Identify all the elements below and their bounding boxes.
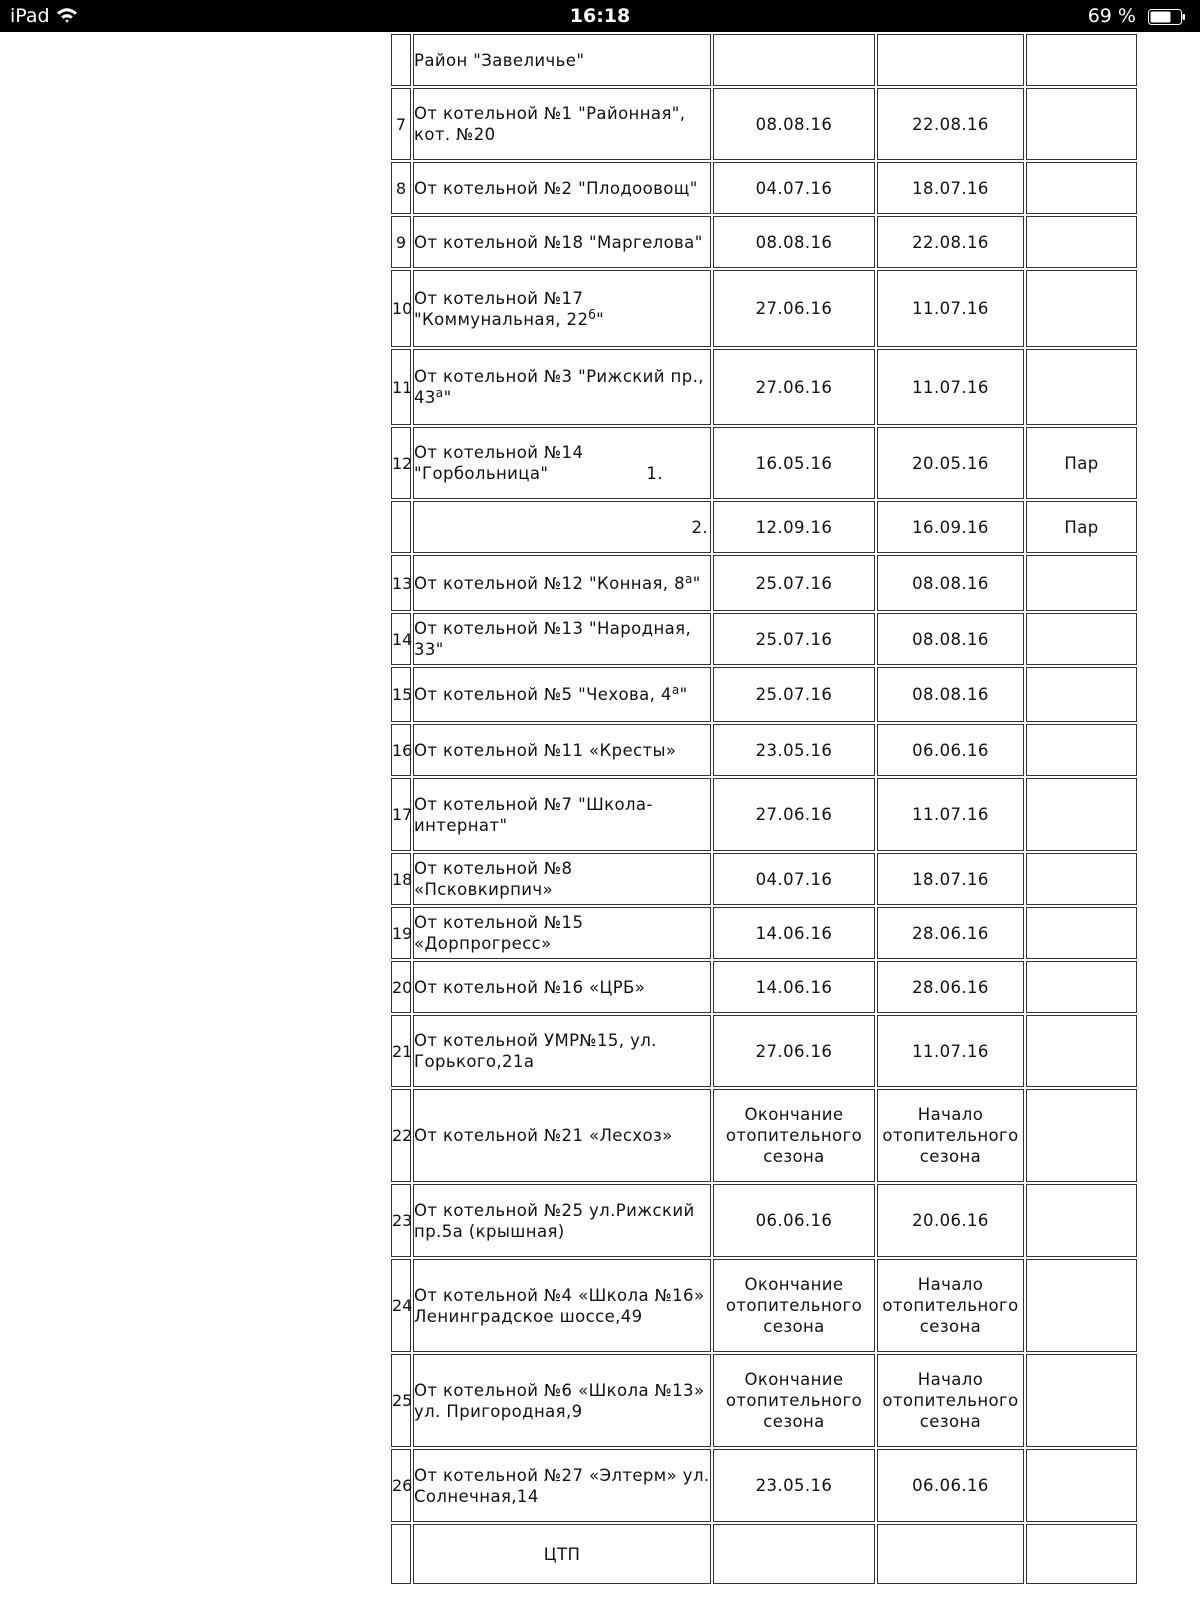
row-number: 26 bbox=[391, 1449, 411, 1522]
boiler-name-suffix: " bbox=[679, 685, 688, 704]
startup-date: 20.06.16 bbox=[877, 1184, 1024, 1257]
ctp-section-label: ЦТП bbox=[413, 1524, 711, 1584]
battery-percentage: 69 % bbox=[1087, 5, 1136, 27]
shutdown-date: 23.05.16 bbox=[713, 1449, 875, 1522]
boiler-name-suffix: " bbox=[692, 573, 701, 593]
row-number: 25 bbox=[391, 1354, 411, 1447]
table-row bbox=[391, 501, 1137, 553]
note-cell bbox=[1026, 34, 1137, 86]
row-number: 23 bbox=[391, 1184, 411, 1257]
table-row bbox=[391, 1015, 1137, 1087]
note-cell bbox=[1026, 907, 1137, 959]
shutdown-date: 27.06.16 bbox=[713, 778, 875, 851]
shutdown-date: 04.07.16 bbox=[713, 853, 875, 905]
table-row bbox=[391, 1089, 1137, 1182]
row-number: 22 bbox=[391, 1089, 411, 1182]
table-row bbox=[391, 88, 1137, 160]
table-row bbox=[391, 216, 1137, 268]
shutdown-date bbox=[713, 34, 875, 86]
note-cell bbox=[1026, 1524, 1137, 1584]
table-row bbox=[391, 1354, 1137, 1447]
shutdown-date: 23.05.16 bbox=[713, 724, 875, 776]
startup-date: 28.06.16 bbox=[877, 961, 1024, 1013]
note-cell bbox=[1026, 613, 1137, 665]
boiler-name: От котельной №1 "Районная", кот. №20 bbox=[413, 88, 711, 160]
note-cell bbox=[1026, 216, 1137, 268]
shutdown-date: 25.07.16 bbox=[713, 667, 875, 722]
table-row bbox=[391, 907, 1137, 959]
row-number: 15 bbox=[391, 667, 411, 722]
startup-date: 08.08.16 bbox=[877, 555, 1024, 611]
note-cell bbox=[1026, 1184, 1137, 1257]
superscript-letter: б bbox=[588, 307, 597, 322]
startup-date: 11.07.16 bbox=[877, 1015, 1024, 1087]
shutdown-date: 04.07.16 bbox=[713, 162, 875, 214]
startup-date: 08.08.16 bbox=[877, 667, 1024, 722]
startup-date bbox=[877, 34, 1024, 86]
note-cell bbox=[1026, 1015, 1137, 1087]
heating-shutdown-schedule-table bbox=[389, 32, 1139, 1586]
section-header: Район "Завеличье" bbox=[413, 34, 711, 86]
boiler-name-line2: "Горбольница" bbox=[414, 464, 549, 483]
startup-date: 06.06.16 bbox=[877, 724, 1024, 776]
note-cell bbox=[1026, 270, 1137, 347]
superscript-letter: а bbox=[435, 386, 444, 400]
row-number: 21 bbox=[391, 1015, 411, 1087]
boiler-name-text: От котельной №3 "Рижский пр., 43 bbox=[414, 367, 704, 407]
status-bar bbox=[0, 0, 1200, 32]
table-row bbox=[391, 724, 1137, 776]
status-time: 16:18 bbox=[569, 5, 631, 27]
shutdown-date: 25.07.16 bbox=[713, 613, 875, 665]
shutdown-date: 14.06.16 bbox=[713, 961, 875, 1013]
table-row bbox=[391, 853, 1137, 905]
shutdown-date: 12.09.16 bbox=[713, 501, 875, 553]
row-number: 16 bbox=[391, 724, 411, 776]
row-number: 24 bbox=[391, 1259, 411, 1352]
startup-date: 20.05.16 bbox=[877, 427, 1024, 499]
startup-date: Начало отопительного сезона bbox=[877, 1354, 1024, 1447]
row-number: 20 bbox=[391, 961, 411, 1013]
shutdown-date: Окончание отопительного сезона bbox=[713, 1354, 875, 1447]
table-row bbox=[391, 555, 1137, 611]
boiler-name: От котельной №7 "Школа-интернат" bbox=[413, 778, 711, 851]
row-number: 7 bbox=[391, 88, 411, 160]
boiler-name: От котельной №16 «ЦРБ» bbox=[413, 961, 711, 1013]
shutdown-date: 27.06.16 bbox=[713, 1015, 875, 1087]
table-row bbox=[391, 778, 1137, 851]
table-row bbox=[391, 1184, 1137, 1257]
row-number: 18 bbox=[391, 853, 411, 905]
table-row bbox=[391, 1449, 1137, 1522]
startup-date: 22.08.16 bbox=[877, 216, 1024, 268]
shutdown-date: 27.06.16 bbox=[713, 270, 875, 347]
row-number bbox=[391, 501, 411, 553]
note-cell bbox=[1026, 1089, 1137, 1182]
note-cell bbox=[1026, 724, 1137, 776]
device-name: iPad bbox=[10, 5, 50, 27]
boiler-name bbox=[413, 349, 711, 425]
shutdown-date: 08.08.16 bbox=[713, 216, 875, 268]
boiler-name: От котельной №8 «Псковкирпич» bbox=[413, 853, 711, 905]
row-number bbox=[391, 34, 411, 86]
row-number: 19 bbox=[391, 907, 411, 959]
battery-icon bbox=[1148, 9, 1186, 25]
table-row bbox=[391, 1259, 1137, 1352]
boiler-name-text: От котельной №5 "Чехова, 4 bbox=[414, 685, 672, 704]
superscript-letter: а bbox=[685, 571, 693, 586]
startup-date: 28.06.16 bbox=[877, 907, 1024, 959]
shutdown-date: Окончание отопительного сезона bbox=[713, 1089, 875, 1182]
boiler-name-text: От котельной №17 "Коммунальная, 22 bbox=[414, 288, 589, 329]
note-cell bbox=[1026, 1354, 1137, 1447]
boiler-name: От котельной №18 "Маргелова" bbox=[413, 216, 711, 268]
boiler-name: От котельной УМР№15, ул. Горького,21а bbox=[413, 1015, 711, 1087]
boiler-name bbox=[413, 427, 711, 499]
period-index: 1. bbox=[646, 464, 663, 483]
table-row bbox=[391, 349, 1137, 425]
boiler-name: От котельной №13 "Народная, 33" bbox=[413, 613, 711, 665]
table-row bbox=[391, 961, 1137, 1013]
startup-date: 22.08.16 bbox=[877, 88, 1024, 160]
shutdown-date bbox=[713, 1524, 875, 1584]
row-number: 11 bbox=[391, 349, 411, 425]
boiler-name: От котельной №15 «Дорпрогресс» bbox=[413, 907, 711, 959]
startup-date: 11.07.16 bbox=[877, 349, 1024, 425]
startup-date: Начало отопительного сезона bbox=[877, 1259, 1024, 1352]
row-number: 10 bbox=[391, 270, 411, 347]
shutdown-date: 14.06.16 bbox=[713, 907, 875, 959]
note-cell bbox=[1026, 1259, 1137, 1352]
row-number: 12 bbox=[391, 427, 411, 499]
shutdown-date: Окончание отопительного сезона bbox=[713, 1259, 875, 1352]
boiler-name-suffix: " bbox=[596, 309, 605, 329]
boiler-name bbox=[413, 555, 711, 611]
row-number: 9 bbox=[391, 216, 411, 268]
boiler-name-line1: От котельной №14 bbox=[414, 443, 584, 462]
period-index: 2. bbox=[413, 501, 711, 553]
boiler-name bbox=[413, 270, 711, 347]
boiler-name: От котельной №25 ул.Рижский пр.5а (крышная) bbox=[413, 1184, 711, 1257]
boiler-name: От котельной №4 «Школа №16» Ленинградское шоссе,49 bbox=[413, 1259, 711, 1352]
startup-date: 08.08.16 bbox=[877, 613, 1024, 665]
table-row bbox=[391, 427, 1137, 499]
note-cell bbox=[1026, 88, 1137, 160]
shutdown-date: 06.06.16 bbox=[713, 1184, 875, 1257]
startup-date: 16.09.16 bbox=[877, 501, 1024, 553]
boiler-name-text: От котельной №12 "Конная, 8 bbox=[414, 573, 685, 593]
row-number: 13 bbox=[391, 555, 411, 611]
note-cell bbox=[1026, 778, 1137, 851]
superscript-letter: а bbox=[671, 683, 680, 697]
table-row bbox=[391, 162, 1137, 214]
shutdown-date: 16.05.16 bbox=[713, 427, 875, 499]
shutdown-date: 08.08.16 bbox=[713, 88, 875, 160]
startup-date: 18.07.16 bbox=[877, 162, 1024, 214]
table-row bbox=[391, 667, 1137, 722]
startup-date: 18.07.16 bbox=[877, 853, 1024, 905]
startup-date: 11.07.16 bbox=[877, 270, 1024, 347]
row-number: 14 bbox=[391, 613, 411, 665]
note-cell: Пар bbox=[1026, 501, 1137, 553]
boiler-name: От котельной №6 «Школа №13» ул. Пригородная,9 bbox=[413, 1354, 711, 1447]
boiler-name: От котельной №11 «Кресты» bbox=[413, 724, 711, 776]
table-row bbox=[391, 613, 1137, 665]
shutdown-date: 27.06.16 bbox=[713, 349, 875, 425]
row-number: 8 bbox=[391, 162, 411, 214]
boiler-name: От котельной №27 «Элтерм» ул. Солнечная,14 bbox=[413, 1449, 711, 1522]
boiler-name: От котельной №2 "Плодоовощ" bbox=[413, 162, 711, 214]
boiler-name bbox=[413, 667, 711, 722]
startup-date: 11.07.16 bbox=[877, 778, 1024, 851]
startup-date: Начало отопительного сезона bbox=[877, 1089, 1024, 1182]
row-number: 17 bbox=[391, 778, 411, 851]
note-cell bbox=[1026, 555, 1137, 611]
table-row bbox=[391, 270, 1137, 347]
row-number bbox=[391, 1524, 411, 1584]
note-cell bbox=[1026, 853, 1137, 905]
section-header-row bbox=[391, 34, 1137, 86]
note-cell bbox=[1026, 667, 1137, 722]
note-cell: Пар bbox=[1026, 427, 1137, 499]
note-cell bbox=[1026, 961, 1137, 1013]
shutdown-date: 25.07.16 bbox=[713, 555, 875, 611]
table-row bbox=[391, 1524, 1137, 1584]
startup-date: 06.06.16 bbox=[877, 1449, 1024, 1522]
note-cell bbox=[1026, 1449, 1137, 1522]
boiler-name: От котельной №21 «Лесхоз» bbox=[413, 1089, 711, 1182]
note-cell bbox=[1026, 162, 1137, 214]
boiler-name-suffix: " bbox=[443, 388, 452, 407]
note-cell bbox=[1026, 349, 1137, 425]
startup-date bbox=[877, 1524, 1024, 1584]
